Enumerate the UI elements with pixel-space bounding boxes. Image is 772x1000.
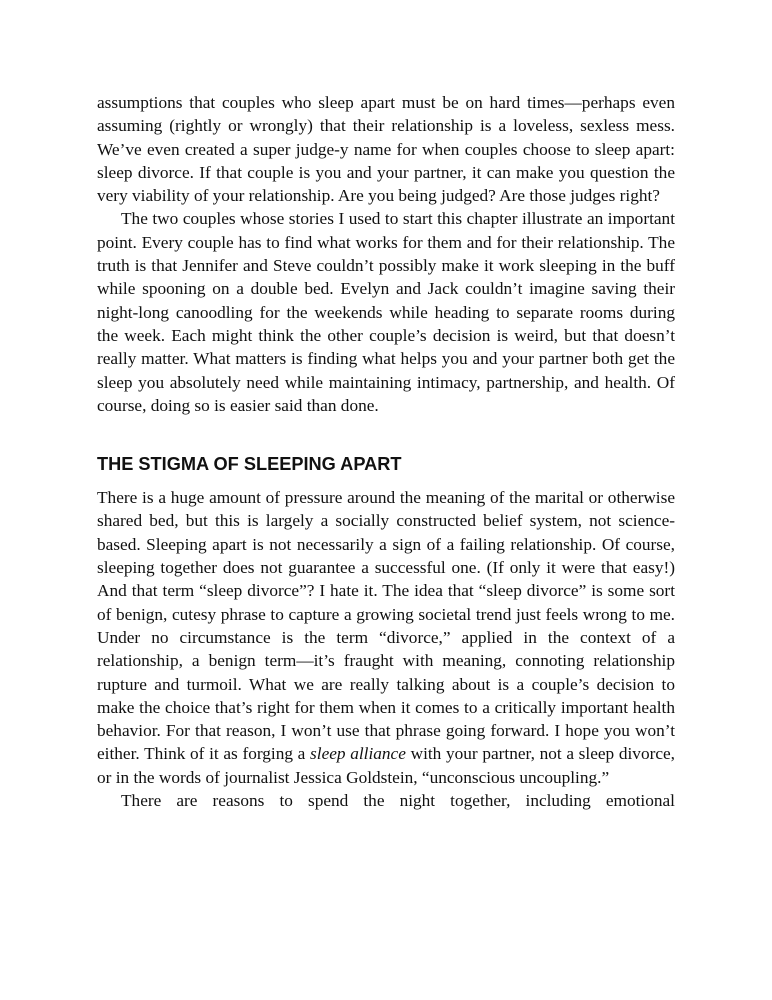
section-heading: THE STIGMA OF SLEEPING APART (97, 454, 402, 475)
paragraph-3-text-b: with your partner, not a sleep divorce, or in the words of journalist Jessica Goldstein, “unconscious uncoupling.” (97, 744, 676, 787)
paragraph-2: The two couples whose stories I used to start this chapter illustrate an important point. Every couple has to find what works for them and for their relationship. The truth is that Jennifer and Steve couldn’t possibly make it work sleeping in the buff while spooning on a double bed. Evelyn and Jack couldn’t imagine saving their night-long canoodling for the weekends while heading to separate rooms during the week. Each might think the other couple’s decision is weird, but that doesn’t really matter. What matters is finding what helps you and your partner both get the sleep you absolutely need while maintaining intimacy, partnership, and health. Of course, doing so is easier said than done. (97, 209, 675, 415)
paragraph-3-italic-term: sleep alliance (310, 744, 406, 764)
paragraph-3-text-a: There is a huge amount of pressure around the meaning of the marital or otherwise shared bed, but this is largely a socially constructed belief system, not science-based. Sleeping apart is not necessarily a sign of a failing relationship. Of course, sleeping together does not guarantee a successful one. (If only it were that easy!) And that term “sleep divorce”? I hate it. The idea that “sleep divorce” is some sort of benign, cutesy phrase to capture a growing societal trend just feels wrong to me. Under no circumstance is the term “divorce,” applied in the context of a relationship, a benign term—it’s fraught with meaning, connoting relationship rupture and turmoil. What we are really talking about is a couple’s decision to make the choice that’s right for them when it comes to a critically important health behavior. For that reason, I won’t use that phrase going forward. I hope you won’t either. Think of it as forging a (97, 488, 675, 764)
paragraph-4: There are reasons to spend the night together, including emotional (121, 791, 675, 811)
paragraph-3 (97, 486, 675, 789)
book-page (97, 91, 675, 812)
paragraph-1: assumptions that couples who sleep apart must be on hard times—perhaps even assuming (rightly or wrongly) that their relationship is a loveless, sexless mess. We’ve even created a super judge-y name for when couples choose to sleep apart: sleep divorce. If that couple is you and your partner, it can make you question the very viability of your relationship. Are you being judged? Are those judges right? (97, 93, 675, 206)
